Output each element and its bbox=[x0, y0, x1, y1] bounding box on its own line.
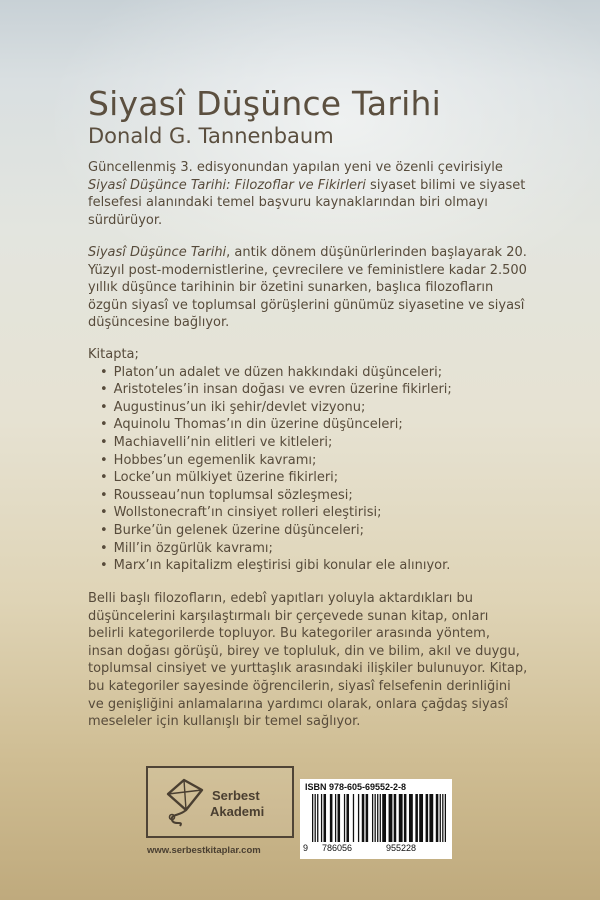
barcode-bar bbox=[440, 794, 441, 842]
paragraph-1-italic-title: Siyasî Düşünce Tarihi: Filozoflar ve Fikirleri bbox=[88, 177, 366, 193]
list-item: • Machiavelli’nin elitleri ve kitleleri; bbox=[100, 434, 528, 452]
publisher-name-line1: Serbest bbox=[212, 788, 260, 803]
barcode-bar bbox=[375, 794, 376, 842]
barcode-bar bbox=[445, 794, 446, 842]
barcode-bar bbox=[426, 794, 429, 842]
barcode-bar bbox=[358, 794, 359, 842]
publisher-name-line2: Akademi bbox=[210, 804, 265, 819]
description-paragraph-4: Belli başlı filozofların, edebî yapıtları yoluyla aktardıkları bu düşüncelerini karşılaştırmalı bir çerçevede sunan kitap, onları belirli kategorilerde topluyor. Bu kategoriler arasında yöntem, insan doğası görüşü, birey ve topluluk, din ve bilim, akıl ve duygu, toplumsal cinsiyet ve yurttaşlık arasındaki ilişkiler bulunuyor. Kitap, bu kategoriler sayesinde öğrencilerin, siyasî felsefenin derinliğini ve genişliğini anlamalarına yardımcı olarak, onlara çağdaş siyasî meseleler için kullanışlı bir temel sağlıyor. bbox=[88, 591, 528, 730]
barcode-bar bbox=[415, 794, 418, 842]
barcode-digits-right: 955228 bbox=[386, 843, 417, 853]
list-item: • Marx’ın kapitalizm eleştirisi gibi konular ele alınıyor. bbox=[100, 557, 528, 575]
book-author: Donald G. Tannenbaum bbox=[88, 124, 334, 148]
list-item: • Mill’in özgürlük kavramı; bbox=[100, 540, 528, 558]
list-item: • Aristoteles’in insan doğası ve evren üzerine fikirleri; bbox=[100, 381, 528, 399]
description-paragraph-1 bbox=[88, 159, 528, 229]
barcode-bar bbox=[442, 794, 443, 842]
barcode-bar bbox=[323, 794, 326, 842]
barcode bbox=[312, 794, 446, 842]
barcode-bar bbox=[436, 794, 439, 842]
publisher-website[interactable]: www.serbestkitaplar.com bbox=[147, 845, 261, 856]
barcode-bar bbox=[382, 794, 386, 842]
barcode-bar bbox=[389, 794, 393, 842]
isbn-barcode-box bbox=[300, 779, 452, 859]
barcode-bar bbox=[321, 794, 322, 842]
barcode-bar bbox=[419, 794, 423, 842]
barcode-bar bbox=[346, 794, 349, 842]
paragraph-1-rest: siyaset bilimi ve siyaset felsefesi alanındaki temel başvuru kaynaklarından biri olmayı sürdürüyor. bbox=[88, 177, 526, 228]
barcode-bar bbox=[353, 794, 354, 842]
barcode-bar bbox=[312, 794, 313, 842]
barcode-bar bbox=[344, 794, 345, 842]
barcode-bar bbox=[394, 794, 397, 842]
topics-intro: Kitapta; bbox=[88, 347, 139, 362]
barcode-bar bbox=[335, 794, 336, 842]
kite-icon bbox=[162, 776, 208, 830]
list-item: • Rousseau’nun toplumsal sözleşmesi; bbox=[100, 487, 528, 505]
paragraph-2-italic-title: Siyasî Düşünce Tarihi bbox=[88, 245, 227, 260]
barcode-bar bbox=[338, 794, 341, 842]
barcode-bar bbox=[315, 794, 316, 842]
barcode-bar bbox=[429, 794, 433, 842]
topics-section bbox=[88, 346, 528, 575]
list-item: • Hobbes’un egemenlik kavramı; bbox=[100, 452, 528, 470]
barcode-bar bbox=[377, 794, 378, 842]
barcode-bar bbox=[366, 794, 369, 842]
barcode-bar bbox=[409, 794, 413, 842]
list-item: • Burke’ün gelenek üzerine düşünceleri; bbox=[100, 522, 528, 540]
barcode-bar bbox=[362, 794, 365, 842]
paragraph-1-intro: Güncellenmiş 3. edisyonundan yapılan yeni ve özenli çevirisiyle bbox=[88, 160, 503, 175]
barcode-bar bbox=[380, 794, 381, 842]
list-item: • Locke’un mülkiyet üzerine fikirleri; bbox=[100, 469, 528, 487]
barcode-bar bbox=[317, 794, 318, 842]
list-item: • Platon’un adalet ve düzen hakkındaki düşünceleri; bbox=[100, 364, 528, 382]
list-item: • Wollstonecraft’ın cinsiyet rolleri eleştirisi; bbox=[100, 504, 528, 522]
barcode-bar bbox=[372, 794, 373, 842]
isbn-label: ISBN 978-605-69552-2-8 bbox=[305, 782, 407, 792]
barcode-bar bbox=[404, 794, 407, 842]
publisher-logo-box bbox=[146, 766, 294, 838]
barcode-bar bbox=[399, 794, 403, 842]
book-title: Siyasî Düşünce Tarihi bbox=[88, 84, 441, 123]
barcode-bar bbox=[330, 794, 333, 842]
list-item: • Augustinus’un iki şehir/devlet vizyonu; bbox=[100, 399, 528, 417]
barcode-digit-prefix: 9 bbox=[303, 843, 309, 853]
topics-list bbox=[100, 364, 528, 575]
list-item: • Aquinolu Thomas’ın din üzerine düşünceleri; bbox=[100, 416, 528, 434]
description-paragraph-2 bbox=[88, 244, 528, 332]
barcode-digits-left: 786056 bbox=[322, 843, 353, 853]
paragraph-2-rest: , antik dönem düşünürlerinden başlayarak 20. Yüzyıl post-modernistlerine, çevrecilere ve feministlere kadar 2.500 yıllık düşünce tarihinin bir özetini sunarken, başlıca filozofların özgün siyasî ve toplumsal görüşlerini günümüz siyasetine ve siyasî düşüncesine bağlıyor. bbox=[88, 245, 527, 331]
